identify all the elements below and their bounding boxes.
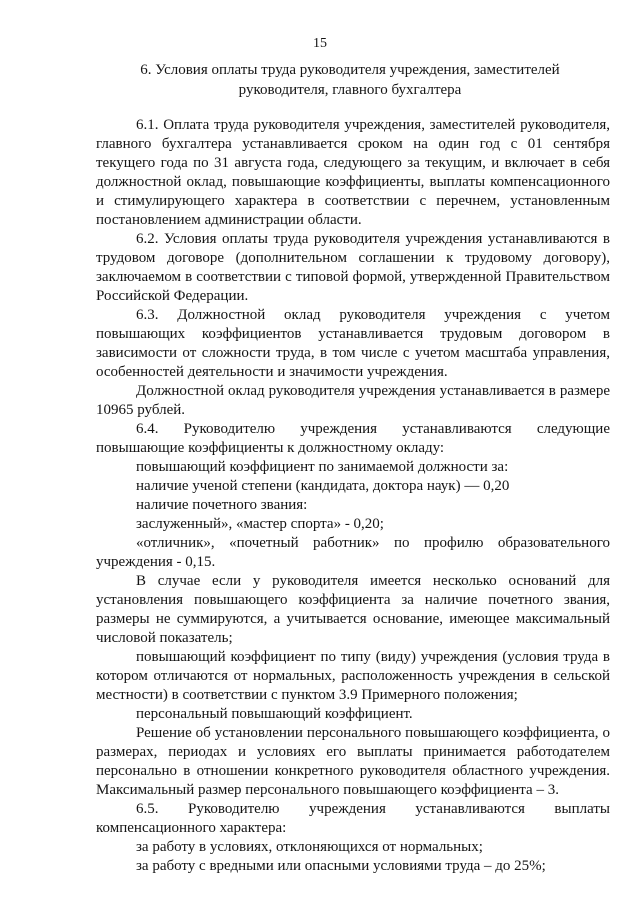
section-title-line-1: 6. Условия оплаты труда руководителя учреждения, заместителей [140,62,560,78]
paragraph-6-4: 6.4. Руководителю учреждения устанавливаются следующие повышающие коэффициенты к должностному окладу: [96,421,610,456]
list-item-hazardous-conditions: за работу с вредными или опасными условиями труда – до 25%; [136,858,546,874]
section-title [110,60,590,100]
paragraph-6-2: 6.2. Условия оплаты труда руководителя учреждения устанавливаются в трудовом договоре (дополнительном соглашении к трудовому договору), заключаемом в соответствии с типовой формой, утвержденной Правительством Российской Федерации. [96,231,610,304]
list-item-honored: заслуженный», «мастер спорта» - 0,20; [136,516,384,532]
paragraph-personal-decision: Решение об установлении персонального повышающего коэффициента, о размерах, периодах и условиях его выплаты принимается работодателем персонально в отношении конкретного руководителя областного учреждения. Максимальный размер персонального повышающего коэффициента – 3. [96,725,610,798]
document-body [96,116,610,876]
paragraph-salary: Должностной оклад руководителя учреждения устанавливается в размере 10965 рублей. [96,383,610,418]
section-title-line-2: руководителя, главного бухгалтера [238,82,462,98]
list-item-abnormal-conditions: за работу в условиях, отклоняющихся от нормальных; [136,839,483,855]
page-number: 15 [313,36,327,51]
list-item-position-coefficient: повышающий коэффициент по занимаемой должности за: [136,459,509,475]
paragraph-multiple-grounds: В случае если у руководителя имеется несколько оснований для установления повышающего коэффициента за наличие почетного звания, размеры не суммируются, а учитывается основание, имеющее максимальный числовой показатель; [96,573,610,646]
paragraph-6-3: 6.3. Должностной оклад руководителя учреждения с учетом повышающих коэффициентов устанавливается трудовым договором в зависимости от сложности труда, в том числе с учетом масштаба управления, особенностей деятельности и значимости учреждения. [96,307,610,380]
list-item-honorary-title: наличие почетного звания: [136,497,308,513]
list-item-institution-type: повышающий коэффициент по типу (виду) учреждения (условия труда в котором отличаются от нормальных, расположенность учреждения в сельской местности) в соответствии с пунктом 3.9 Примерного положения; [96,649,610,703]
list-item-excellent: «отличник», «почетный работник» по профилю образовательного учреждения - 0,15. [96,535,610,570]
paragraph-6-1: 6.1. Оплата труда руководителя учреждения, заместителей руководителя, главного бухгалтера устанавливается сроком на один год с 01 сентября текущего года по 31 августа года, следующего за текущим, и включает в себя должностной оклад, повышающие коэффициенты, выплаты компенсационного и стимулирующего характера в соответствии с перечнем, установленным постановлением администрации области. [96,117,610,228]
list-item-academic-degree: наличие ученой степени (кандидата, доктора наук) — 0,20 [136,478,510,494]
paragraph-6-5: 6.5. Руководителю учреждения устанавливаются выплаты компенсационного характера: [96,801,610,836]
list-item-personal-coefficient: персональный повышающий коэффициент. [136,706,413,722]
